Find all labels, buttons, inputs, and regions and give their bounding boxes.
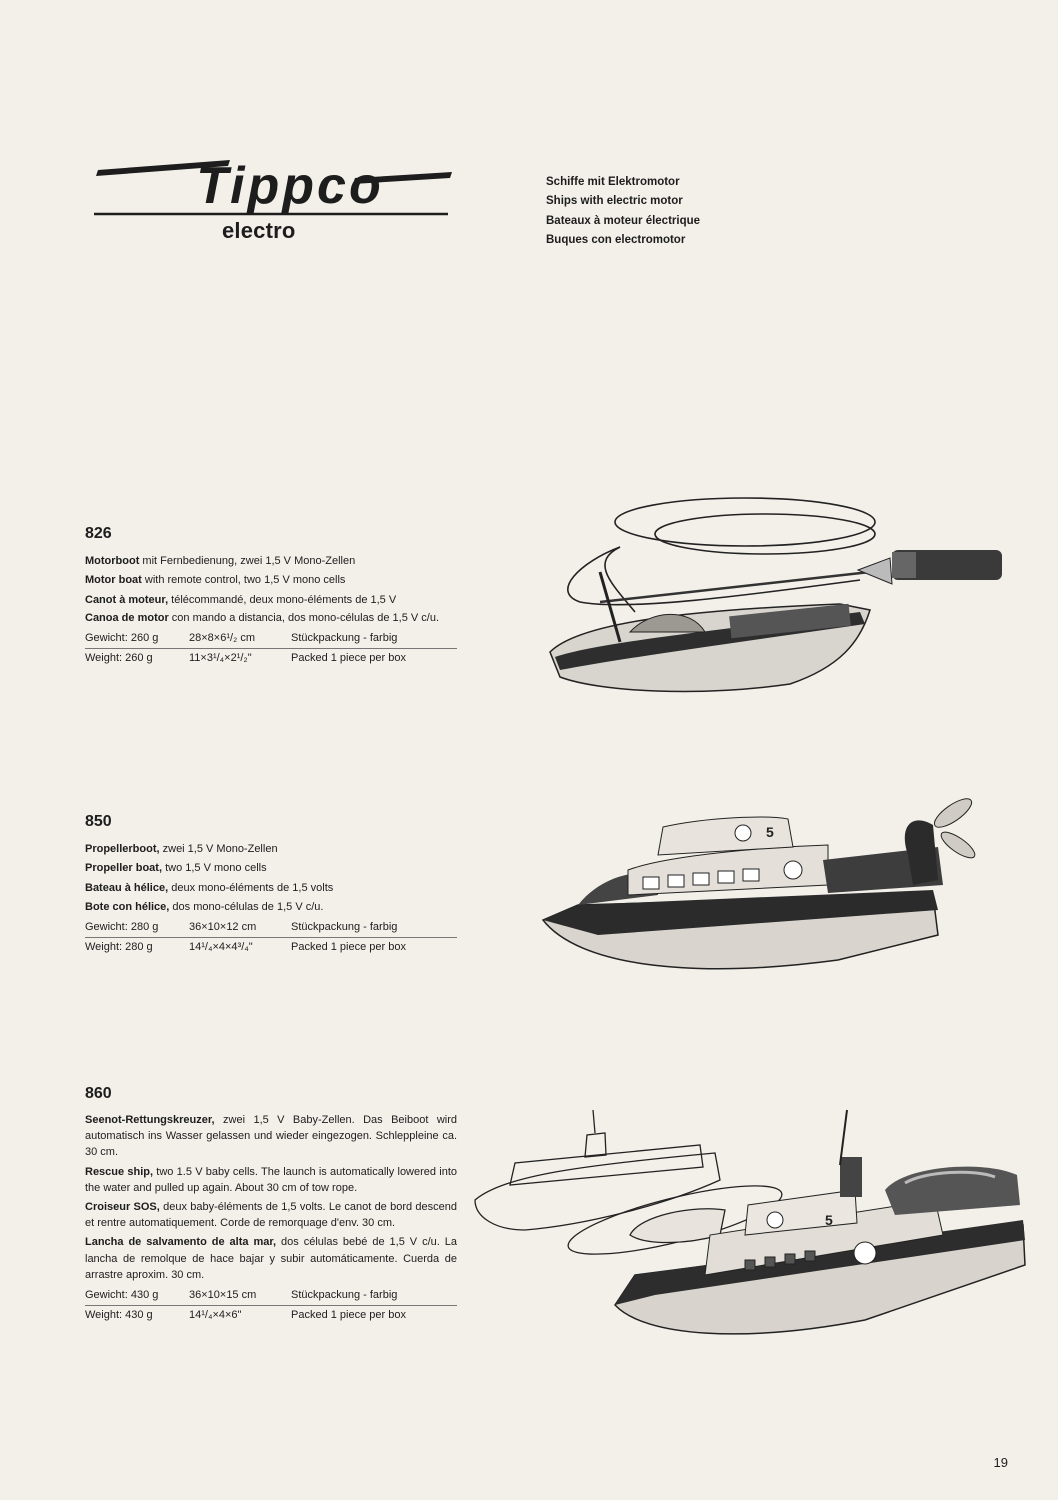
remote-cable-loop [615,498,875,546]
desc-de: Propellerboot, zwei 1,5 V Mono-Zellen [85,843,278,855]
propeller [905,794,979,885]
section-headlines [546,173,700,250]
spec-row-en: Weight: 280 g 14¹/₄×4×4³/₄" Packed 1 piece per box [85,940,406,953]
headline-de: Schiffe mit Elektromotor [546,176,680,188]
product-number: 860 [85,1085,112,1102]
spec-row-de: Gewicht: 430 g 36×10×15 cm Stückpackung - farbig [85,1286,457,1306]
desc-es: Canoa de motor con mando a distancia, dos mono-células de 1,5 V c/u. [85,612,440,625]
spec-row-de: Gewicht: 280 g 36×10×12 cm Stückpackung - farbig [85,918,457,938]
product-number: 850 [85,813,112,830]
life-ring-icon [854,1242,876,1264]
headline-en: Ships with electric motor [546,195,683,208]
desc-fr: Bateau à hélice, deux mono-éléments de 1,5 volts [85,881,334,894]
desc-de: Motorboot mit Fernbedienung, zwei 1,5 V Mono-Zellen [85,555,356,567]
motorboat-illustration [540,492,1010,707]
desc-en: Motor boat with remote control, two 1,5 V mono cells [85,574,346,587]
page-number: 19 [993,1455,1008,1470]
rescue-ship-illustration [465,1105,1030,1345]
logo-wordmark: Tippco [196,157,384,215]
desc-fr: Canot à moteur, télécommandé, deux mono-éléments de 1,5 V [85,593,397,606]
desc-es: Bote con hélice, dos mono-células de 1,5 V c/u. [85,901,324,914]
propeller-boat-illustration [538,785,980,980]
remote-control [600,550,1002,602]
desc-fr: Croiseur SOS, deux baby-éléments de 1,5 volts. Le canot de bord descend et rentre automatiquement. Corde de remorquage d'env. 30 cm. [85,1201,458,1230]
product-number: 826 [85,525,112,542]
spec-row-de: Gewicht: 260 g 28×8×6¹/₂ cm Stückpackung - farbig [85,629,457,649]
spec-row-en: Weight: 260 g 11×3¹/₄×2¹/₂" Packed 1 piece per box [85,652,406,665]
product-850 [85,812,457,957]
desc-en: Propeller boat, two 1,5 V mono cells [85,862,267,875]
desc-de: Seenot-Rettungskreuzer, zwei 1,5 V Baby-Zellen. Das Beiboot wird automatisch ins Wasser gelassen und wieder eingezogen. Schleppleine ca. 30 cm. [85,1114,457,1159]
spec-row-en: Weight: 430 g 14¹/₄×4×6" Packed 1 piece per box [85,1309,406,1322]
headline-fr: Bateaux à moteur électrique [546,214,701,227]
headline-es: Buques con electromotor [546,233,686,246]
brand-subtitle: electro [222,218,296,243]
desc-en: Rescue ship, two 1.5 V baby cells. The launch is automatically lowered into the water and pulled up again. About 30 cm of tow rope. [85,1165,457,1194]
boat-number-label: 5 [766,824,774,840]
desc-es: Lancha de salvamento de alta mar, dos células bebé de 1,5 V c/u. La lancha de remolque de hace bajar y subir automáticamente. Cuerda de arrastre aproxim. 30 cm. [85,1236,457,1281]
product-826 [85,524,457,668]
product-860 [85,1084,457,1325]
boat-number-label: 5 [825,1212,833,1228]
